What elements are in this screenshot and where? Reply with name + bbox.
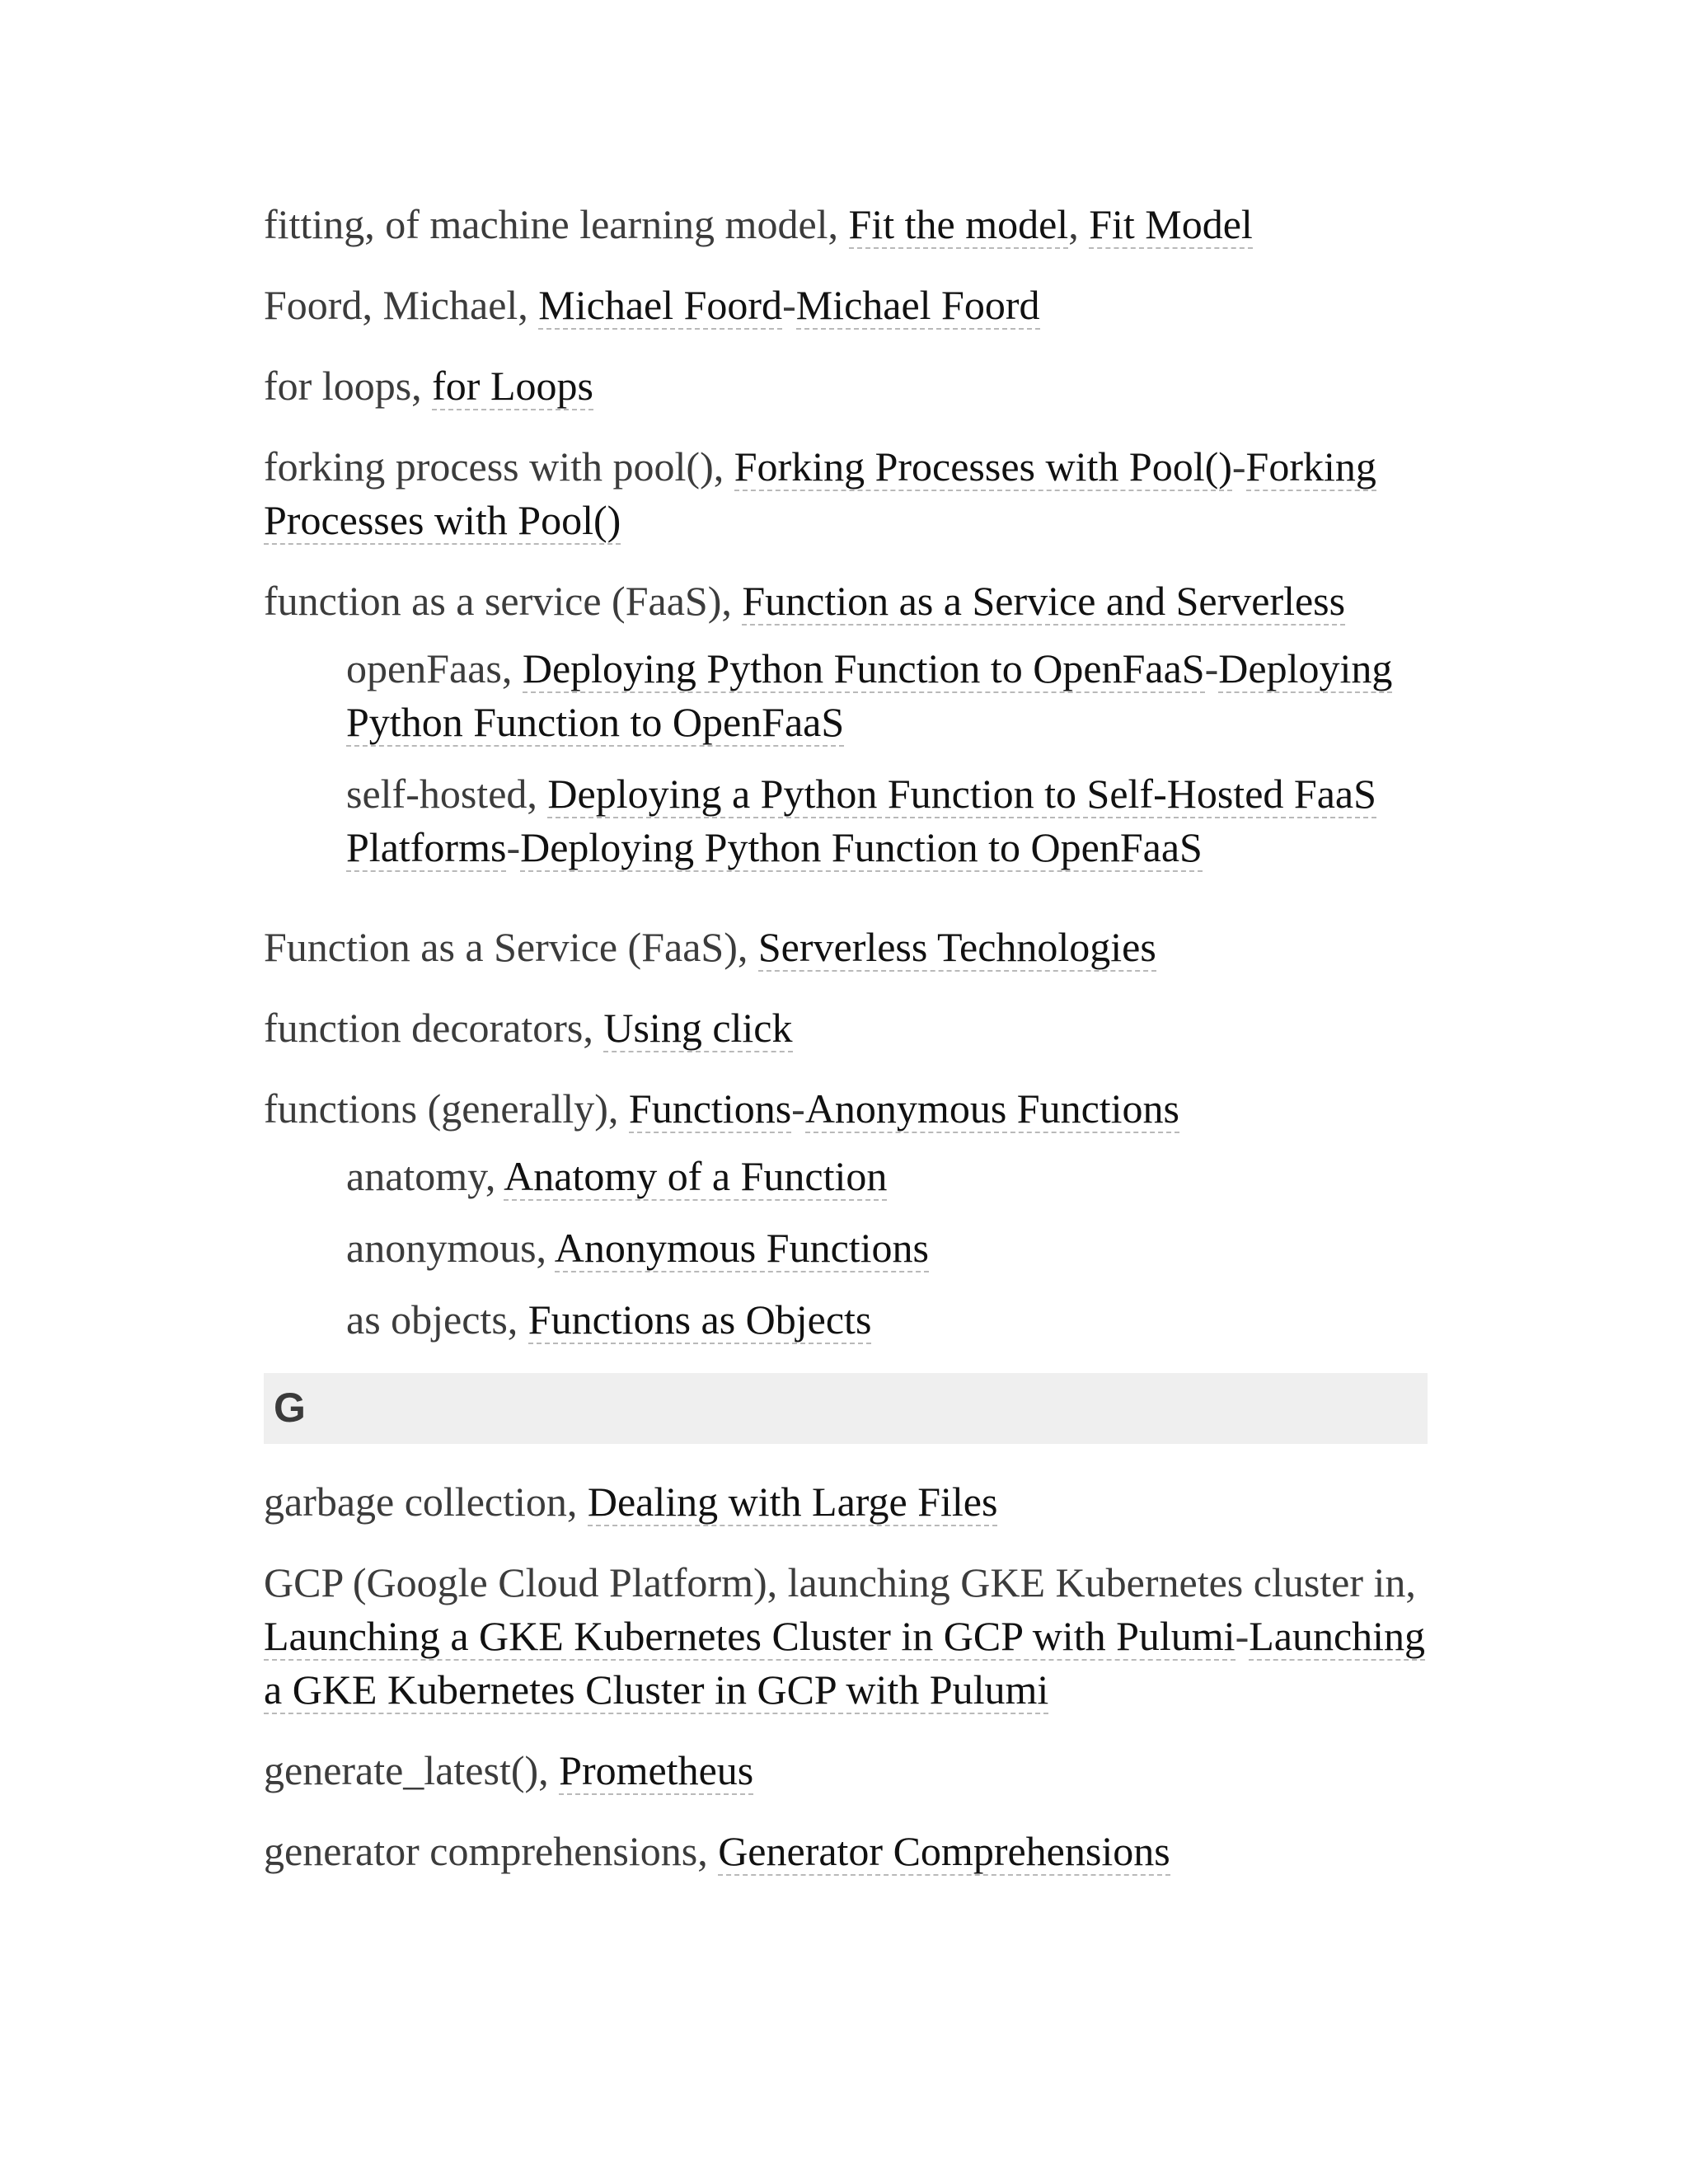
- index-term: fitting, of machine learning model,: [264, 201, 849, 247]
- index-term: forking process with pool(),: [264, 443, 734, 490]
- index-link[interactable]: Forking Processes with Pool(): [264, 443, 1376, 543]
- index-link[interactable]: Anatomy of a Function: [504, 1153, 888, 1199]
- index-link[interactable]: Launching a GKE Kubernetes Cluster in GCP with Pulumi: [264, 1613, 1426, 1713]
- link-separator: -: [791, 1085, 805, 1132]
- section-header-g: [264, 1373, 1428, 1444]
- index-entry-faas: [264, 574, 1428, 628]
- index-link[interactable]: Deploying a Python Function to Self-Hosted FaaS Platforms: [346, 771, 1376, 870]
- link-separator: -: [782, 282, 796, 328]
- section-letter: G: [274, 1385, 306, 1431]
- index-link[interactable]: Anonymous Functions: [804, 1085, 1180, 1132]
- index-term: anatomy,: [346, 1153, 504, 1199]
- index-link[interactable]: Fit the model: [848, 201, 1069, 247]
- index-subentry-anatomy: [346, 1150, 1428, 1203]
- index-link[interactable]: Serverless Technologies: [757, 924, 1156, 970]
- index-term: for loops,: [264, 363, 433, 409]
- index-link[interactable]: Forking Processes with Pool(): [734, 443, 1232, 490]
- link-separator: -: [1235, 1613, 1250, 1659]
- index-term: generate_latest(),: [264, 1747, 560, 1793]
- index-term: garbage collection,: [264, 1479, 588, 1525]
- index-term: function as a service (FaaS),: [264, 578, 743, 624]
- index-subentry-as-objects: [346, 1293, 1428, 1347]
- index-entry-function-decorators: [264, 1001, 1428, 1055]
- index-subentry-self-hosted: [346, 767, 1428, 874]
- index-link[interactable]: Functions: [628, 1085, 792, 1132]
- index-term: self-hosted,: [346, 771, 548, 817]
- index-entry-functions: [264, 1082, 1428, 1136]
- index-term: as objects,: [346, 1296, 528, 1343]
- index-term: anonymous,: [346, 1225, 555, 1271]
- index-term: Function as a Service (FaaS),: [264, 924, 758, 970]
- index-link[interactable]: Dealing with Large Files: [587, 1479, 998, 1525]
- index-link[interactable]: Prometheus: [559, 1747, 754, 1793]
- link-separator: -: [1204, 645, 1219, 691]
- index-link[interactable]: Deploying Python Function to OpenFaaS: [520, 824, 1203, 870]
- index-entry-garbage-collection: [264, 1475, 1428, 1529]
- link-separator: ,: [1068, 201, 1090, 247]
- index-link[interactable]: Deploying Python Function to OpenFaaS: [522, 645, 1205, 691]
- index-subentry-openfaas: [346, 642, 1428, 749]
- link-separator: -: [1231, 443, 1246, 490]
- index-term: GCP (Google Cloud Platform), launching GKE Kubernetes cluster in,: [264, 1559, 1416, 1605]
- index-page: [264, 198, 1428, 1905]
- index-subentry-anonymous: [346, 1221, 1428, 1275]
- link-separator: -: [506, 824, 521, 870]
- index-link[interactable]: Michael Foord: [795, 282, 1040, 328]
- index-term: openFaas,: [346, 645, 523, 691]
- index-term: Foord, Michael,: [264, 282, 539, 328]
- index-entry-function-as-a-service: [264, 921, 1428, 974]
- index-link[interactable]: Deploying Python Function to OpenFaaS: [346, 645, 1393, 745]
- index-link[interactable]: Michael Foord: [538, 282, 783, 328]
- index-entry-for-loops: [264, 359, 1428, 413]
- index-entry-generator-comprehensions: [264, 1825, 1428, 1878]
- index-entry-foord: [264, 279, 1428, 332]
- index-entry-forking: [264, 440, 1428, 547]
- index-link[interactable]: Generator Comprehensions: [718, 1828, 1170, 1874]
- index-term: function decorators,: [264, 1005, 604, 1051]
- index-link[interactable]: Functions as Objects: [528, 1296, 872, 1343]
- index-link[interactable]: for Loops: [432, 363, 593, 409]
- index-link[interactable]: Using click: [603, 1005, 793, 1051]
- index-term: functions (generally),: [264, 1085, 629, 1132]
- index-link[interactable]: Launching a GKE Kubernetes Cluster in GCP with Pulumi: [264, 1613, 1236, 1659]
- spacer: [264, 901, 1428, 921]
- index-link[interactable]: Fit Model: [1089, 201, 1253, 247]
- index-entry-gcp: [264, 1556, 1428, 1717]
- index-entry-generate-latest: [264, 1744, 1428, 1797]
- index-term: generator comprehensions,: [264, 1828, 719, 1874]
- index-link[interactable]: Anonymous Functions: [554, 1225, 929, 1271]
- index-link[interactable]: Function as a Service and Serverless: [742, 578, 1346, 624]
- index-entry-fitting: [264, 198, 1428, 251]
